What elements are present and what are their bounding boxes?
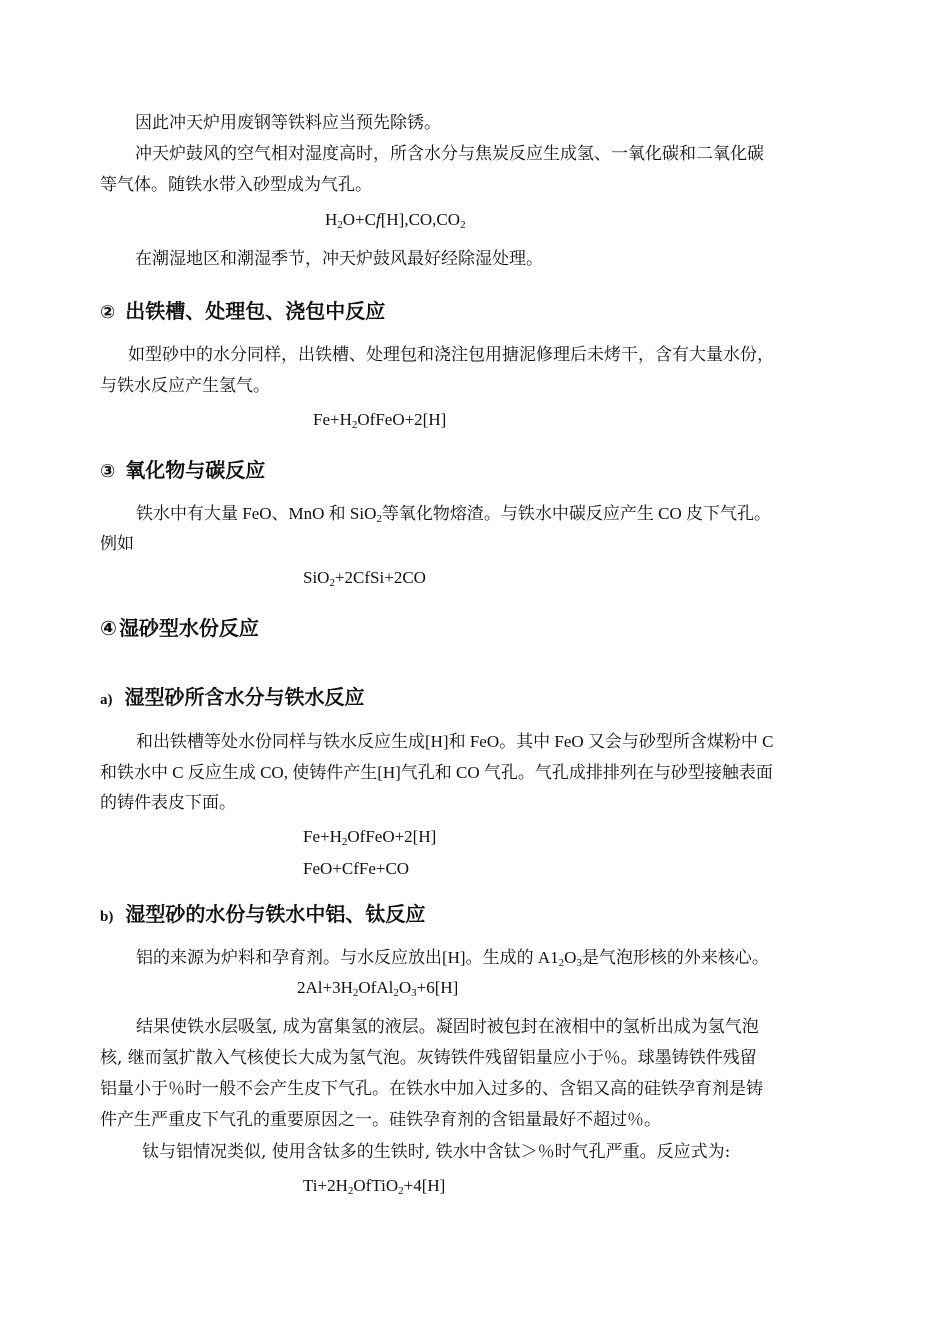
paragraph-line: 核, 继而氢扩散入气核使长大成为氢气泡。灰铸铁件残留铝量应小于％。球墨铸铁件残留	[100, 1048, 757, 1068]
equation-fe-water-2: $Fe+H_2OfFeO+2[H]$	[303, 827, 437, 848]
paragraph-line: 件产生严重皮下气孔的重要原因之一。硅铁孕育剂的含铝量最好不超过％。	[100, 1110, 661, 1130]
section-heading-3: ③ 氧化物与碳反应	[100, 458, 266, 482]
paragraph-line: 和出铁槽等处水份同样与铁水反应生成[H]和 FeO。其中 FeO 又会与砂型所含煤粉中 C	[136, 732, 774, 751]
equation-titanium-water: $Ti+2H_2OfTiO_2+4[H]$	[303, 1176, 446, 1197]
paragraph-line: 的铸件表皮下面。	[100, 793, 236, 813]
paragraph-line: 因此冲天炉用废钢等铁料应当预先除锈。	[135, 113, 441, 133]
paragraph-line: 钛与铝情况类似, 使用含钛多的生铁时, 铁水中含钛＞％时气孔严重。反应式为:	[142, 1142, 731, 1162]
subheading-b: b) 湿型砂的水份与铁水中铝、钛反应	[100, 902, 426, 926]
paragraph-line: 铁水中有大量 FeO、MnO 和 SiO$_2$等氧化物熔渣。与铁水中碳反应产生 CO 皮下气孔。	[136, 504, 771, 525]
paragraph-line: 冲天炉鼓风的空气相对湿度高时，所含水分与焦炭反应生成氢、一氧化碳和二氧化碳	[135, 144, 764, 164]
section-heading-4: ④ 湿砂型水份反应	[100, 616, 259, 640]
equation-feo-carbon: FeO+CfFe+CO	[303, 859, 410, 878]
equation-sio2-carbon: SiO$_2$+2CfSi+2CO	[303, 568, 426, 589]
section-heading-2: ② 出铁槽、处理包、浇包中反应	[100, 299, 386, 323]
paragraph-line: 铝量小于％时一般不会产生皮下气孔。在铁水中加入过多的、含铝又高的硅铁孕育剂是铸	[100, 1079, 763, 1099]
equation-water-carbon: $H_2O+Cf[H],CO,CO_2$	[325, 210, 466, 231]
paragraph-line: 例如	[100, 534, 134, 554]
paragraph-line: 如型砂中的水分同样，出铁槽、处理包和浇注包用搪泥修理后未烤干，含有大量水份，	[128, 345, 774, 365]
subheading-a: a) 湿型砂所含水分与铁水反应	[100, 685, 365, 709]
equation-aluminum-water: $2Al+3H_2OfAl_2O_3+6[H]$	[297, 978, 459, 999]
paragraph-line: 铝的来源为炉料和孕育剂。与水反应放出[H]。生成的 $A1_2O_3$是气泡形核的外来核心。	[136, 948, 769, 969]
paragraph-line: 在潮湿地区和潮湿季节，冲天炉鼓风最好经除湿处理。	[135, 249, 543, 269]
paragraph-line: 和铁水中 C 反应生成 CO, 使铸件产生[H]气孔和 CO 气孔。气孔成排排列在与砂型接触表面	[100, 763, 773, 782]
equation-fe-water: $Fe+H_2OfFeO+2[H]$	[313, 410, 447, 431]
paragraph-line: 结果使铁水层吸氢, 成为富集氢的液层。凝固时被包封在液相中的氢析出成为氢气泡	[136, 1017, 759, 1037]
paragraph-line: 与铁水反应产生氢气。	[100, 376, 270, 396]
paragraph-line: 等气体。随铁水带入砂型成为气孔。	[100, 175, 372, 195]
